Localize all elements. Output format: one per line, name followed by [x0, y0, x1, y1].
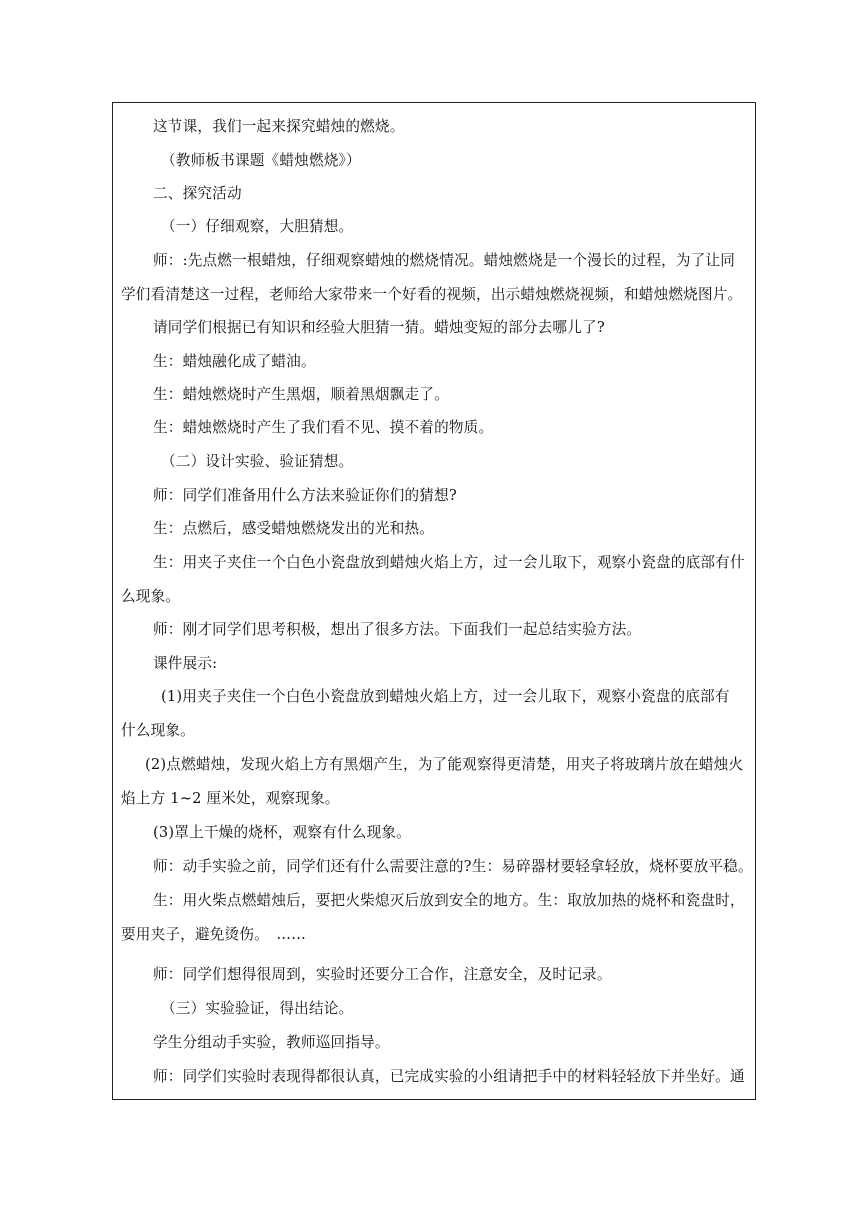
paragraph-line: 生：用火柴点燃蜡烛后，要把火柴熄灭后放到安全的地方。生：取放加热的烧杯和瓷盘时， — [153, 892, 745, 909]
lesson-table-cell — [112, 102, 756, 1100]
list-item-continuation: 什么现象。 — [121, 722, 195, 739]
list-item: (1)用夹子夹住一个白色小瓷盘放到蜡烛火焰上方，过一会儿取下，观察小瓷盘的底部有 — [161, 688, 730, 705]
paragraph-line: 生：蜡烛燃烧时产生黑烟，顺着黑烟飘走了。 — [153, 386, 449, 403]
paragraph-line: 生：蜡烛燃烧时产生了我们看不见、摸不着的物质。 — [153, 419, 494, 436]
list-item: (2)点燃蜡烛，发现火焰上方有黑烟产生，为了能观察得更清楚，用夹子将玻璃片放在蜡烛火 — [145, 756, 744, 773]
paragraph-line: 课件展示: — [153, 655, 218, 672]
paragraph-line: 师：:先点燃一根蜡烛，仔细观察蜡烛的燃烧情况。蜡烛燃烧是一个漫长的过程，为了让同 — [153, 252, 736, 269]
paragraph-line: 么现象。 — [121, 588, 181, 605]
subsection-heading: （三）实验验证，得出结论。 — [161, 1000, 354, 1017]
paragraph-line: 学生分组动手实验，教师巡回指导。 — [153, 1034, 390, 1051]
section-heading: 二、探究活动 — [153, 185, 242, 202]
paragraph-line: 生：用夹子夹住一个白色小瓷盘放到蜡烛火焰上方，过一会儿取下，观察小瓷盘的底部有什 — [153, 554, 745, 571]
paragraph-line: 这节课，我们一起来探究蜡烛的燃烧。 — [153, 118, 405, 135]
paragraph-line: 学们看清楚这一过程，老师给大家带来一个好看的视频，出示蜡烛燃烧视频，和蜡烛燃烧图片。 — [121, 286, 743, 303]
subsection-heading: （二）设计实验、验证猜想。 — [161, 453, 354, 470]
paragraph-line: 师：动手实验之前，同学们还有什么需要注意的?生：易碎器材要轻拿轻放，烧杯要放平稳。 — [153, 858, 753, 875]
paragraph-line: 师：刚才同学们思考积极，想出了很多方法。下面我们一起总结实验方法。 — [153, 621, 642, 638]
list-item-continuation: 焰上方 1~2 厘米处，观察现象。 — [121, 790, 340, 807]
paragraph-line: 生：点燃后，感受蜡烛燃烧发出的光和热。 — [153, 520, 435, 537]
paragraph-line: （教师板书课题《蜡烛燃烧》） — [161, 152, 361, 169]
paragraph-line: 生：蜡烛融化成了蜡油。 — [153, 353, 316, 370]
paragraph-line: 师：同学们准备用什么方法来验证你们的猜想? — [153, 487, 457, 504]
list-item: (3)罩上干燥的烧杯，观察有什么现象。 — [153, 824, 411, 841]
subsection-heading: （一）仔细观察，大胆猜想。 — [161, 218, 354, 235]
paragraph-line: 师：同学们想得很周到，实验时还要分工合作，注意安全，及时记录。 — [153, 966, 612, 983]
paragraph-line: 请同学们根据已有知识和经验大胆猜一猜。蜡烛变短的部分去哪儿了? — [153, 319, 605, 336]
paragraph-line: 师：同学们实验时表现得都很认真，已完成实验的小组请把手中的材料轻轻放下并坐好。通 — [153, 1068, 745, 1085]
paragraph-line: 要用夹子，避免烫伤。 …… — [121, 926, 307, 943]
